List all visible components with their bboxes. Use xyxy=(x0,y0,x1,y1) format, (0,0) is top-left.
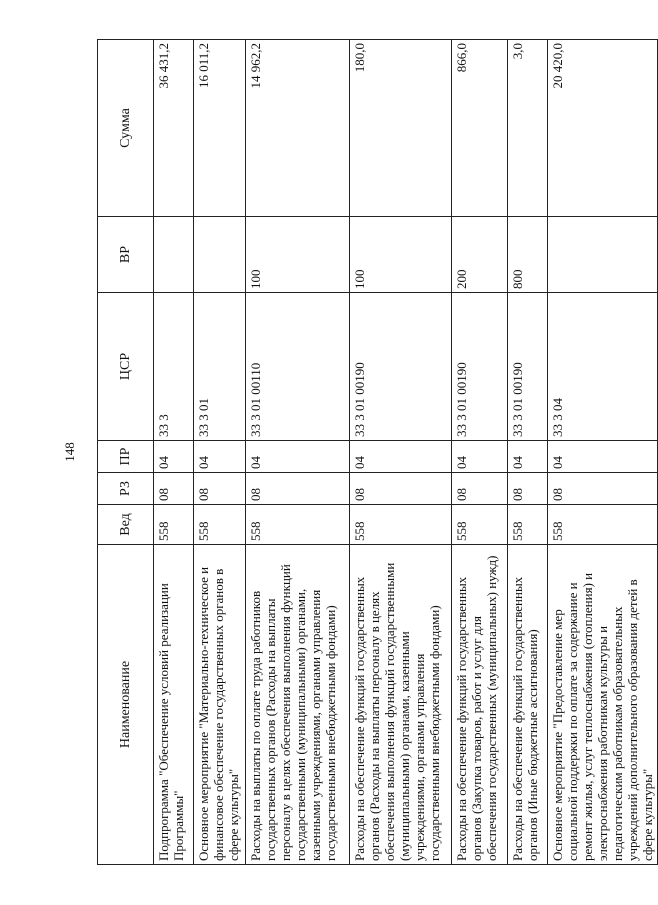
cell-rz: 08 xyxy=(350,473,452,505)
cell-vr xyxy=(154,217,194,293)
cell-rz: 08 xyxy=(246,473,350,505)
cell-vr: 100 xyxy=(350,217,452,293)
cell-rz: 08 xyxy=(194,473,246,505)
table-row xyxy=(452,40,508,865)
cell-pr: 04 xyxy=(548,441,658,473)
table-row xyxy=(548,40,658,865)
cell-pr: 04 xyxy=(194,441,246,473)
cell-name: Основное мероприятие "Материально-техническое и финансовое обеспечение государственных органов в сфере культуры" xyxy=(194,545,246,865)
cell-sum: 20 420,0 xyxy=(548,40,658,217)
header-pr: ПР xyxy=(98,441,154,473)
cell-ved: 558 xyxy=(246,505,350,545)
cell-vr: 800 xyxy=(508,217,548,293)
cell-sum: 14 962,2 xyxy=(246,40,350,217)
cell-name: Расходы на обеспечение функций государственных органов (Расходы на выплаты персоналу в целях обеспечения выполнения функций государственными (муниципальными) органами, казенными учреждениями, органами управления государственными внебюджетными фондами) xyxy=(350,545,452,865)
table-header-row xyxy=(98,40,154,865)
cell-pr: 04 xyxy=(508,441,548,473)
cell-sum: 866,0 xyxy=(452,40,508,217)
cell-pr: 04 xyxy=(246,441,350,473)
cell-sum: 3,0 xyxy=(508,40,548,217)
cell-name: Расходы на обеспечение функций государственных органов (Закупка товаров, работ и услуг для обеспечения государственных (муниципальных) нужд) xyxy=(452,545,508,865)
cell-csr: 33 3 01 00190 xyxy=(452,293,508,441)
cell-csr: 33 3 01 00190 xyxy=(350,293,452,441)
cell-pr: 04 xyxy=(452,441,508,473)
cell-ved: 558 xyxy=(350,505,452,545)
cell-ved: 558 xyxy=(154,505,194,545)
cell-csr: 33 3 01 xyxy=(194,293,246,441)
cell-sum: 180,0 xyxy=(350,40,452,217)
cell-name: Подпрограмма "Обеспечение условий реализации Программы" xyxy=(154,545,194,865)
cell-ved: 558 xyxy=(548,505,658,545)
header-name: Наименование xyxy=(98,545,154,865)
cell-csr: 33 3 xyxy=(154,293,194,441)
header-sum: Сумма xyxy=(98,40,154,217)
cell-sum: 16 011,2 xyxy=(194,40,246,217)
cell-name: Расходы на выплаты по оплате труда работников государственных органов (Расходы на выплаты персоналу в целях обеспечения выполнения функций государственными (муниципальными) органами, казенными учреждениями, органами управления государственными внебюджетными фондами) xyxy=(246,545,350,865)
table-row xyxy=(350,40,452,865)
cell-pr: 04 xyxy=(350,441,452,473)
cell-rz: 08 xyxy=(452,473,508,505)
cell-vr xyxy=(548,217,658,293)
rotated-table-container xyxy=(97,40,655,865)
header-rz: РЗ xyxy=(98,473,154,505)
table-row xyxy=(246,40,350,865)
cell-rz: 08 xyxy=(508,473,548,505)
cell-csr: 33 3 01 00190 xyxy=(508,293,548,441)
cell-sum: 36 431,2 xyxy=(154,40,194,217)
header-vr: ВР xyxy=(98,217,154,293)
cell-pr: 04 xyxy=(154,441,194,473)
cell-vr: 100 xyxy=(246,217,350,293)
header-ved: Вед xyxy=(98,505,154,545)
table-row xyxy=(194,40,246,865)
cell-vr xyxy=(194,217,246,293)
table-row xyxy=(154,40,194,865)
cell-csr: 33 3 01 00110 xyxy=(246,293,350,441)
cell-name: Основное мероприятие "Предоставление мер социальной поддержки по оплате за содержание и ремонт жилья, услуг теплоснабжения (отопления) и электроснабжения работникам культуры и педагогическим работникам образовательных учреждений дополнительного образования детей в сфере культуры" xyxy=(548,545,658,865)
cell-rz: 08 xyxy=(548,473,658,505)
cell-name: Расходы на обеспечение функций государственных органов (Иные бюджетные ассигнования) xyxy=(508,545,548,865)
cell-vr: 200 xyxy=(452,217,508,293)
budget-table xyxy=(97,39,658,865)
cell-ved: 558 xyxy=(194,505,246,545)
cell-rz: 08 xyxy=(154,473,194,505)
page-number: 148 xyxy=(62,442,77,462)
cell-csr: 33 3 04 xyxy=(548,293,658,441)
cell-ved: 558 xyxy=(508,505,548,545)
header-csr: ЦСР xyxy=(98,293,154,441)
table-row xyxy=(508,40,548,865)
cell-ved: 558 xyxy=(452,505,508,545)
